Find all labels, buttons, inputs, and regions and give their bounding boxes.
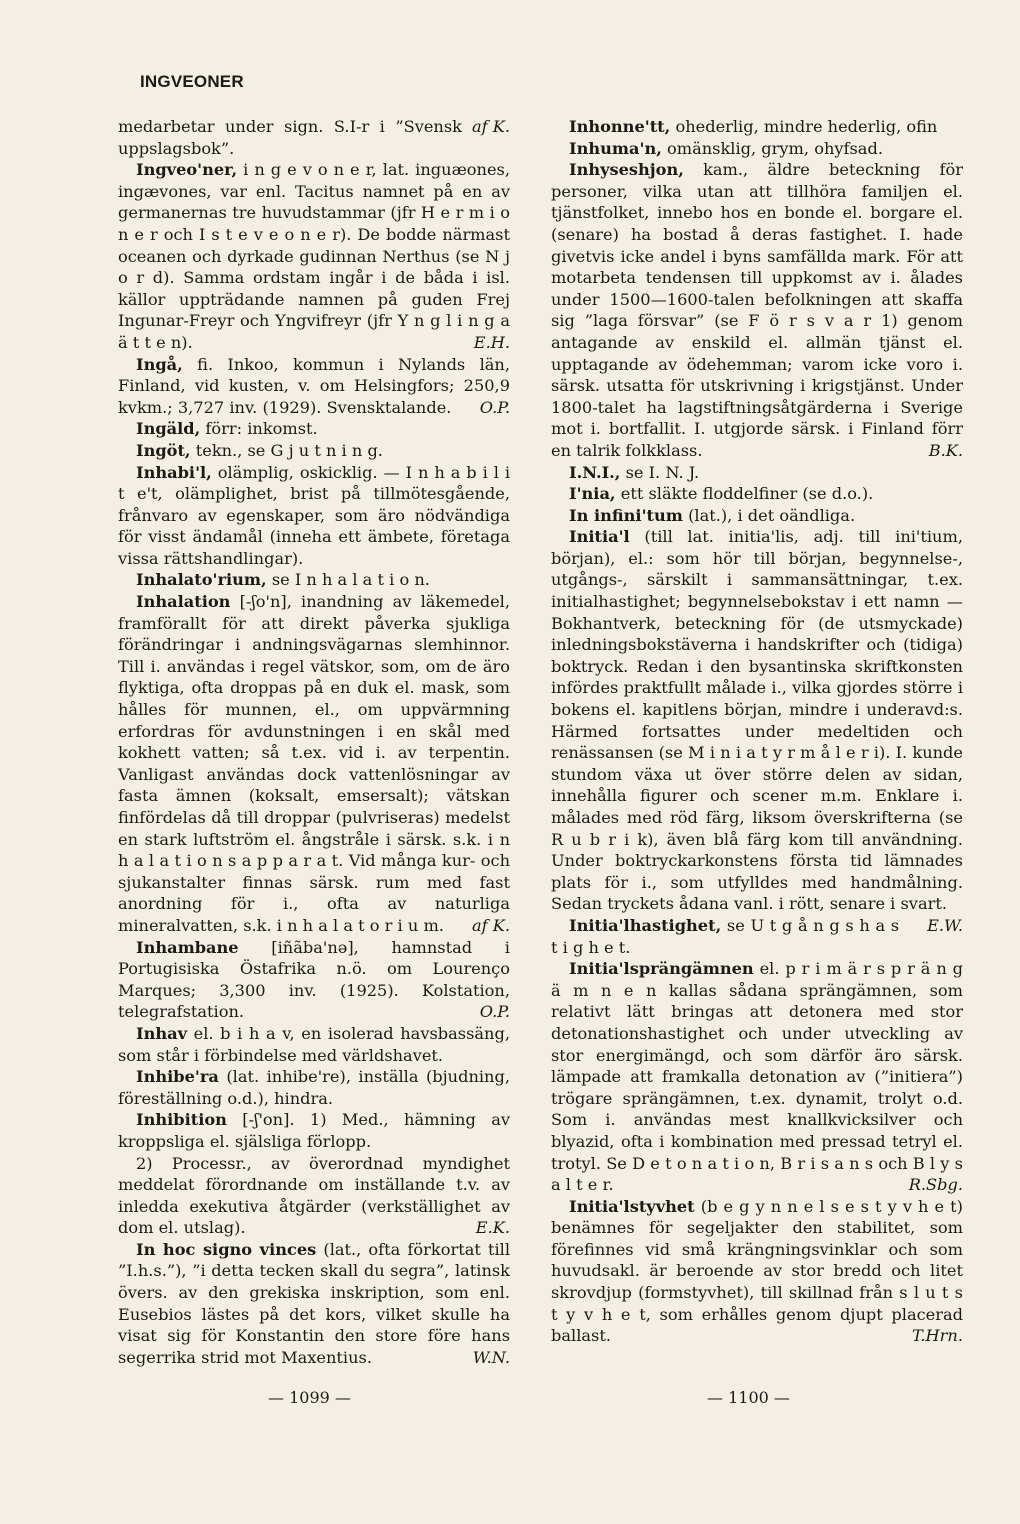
headword: Ingöt, <box>136 440 191 460</box>
entry <box>551 159 963 461</box>
entry <box>551 915 963 958</box>
signature: E.W. <box>927 915 963 935</box>
entry-text: se U t g å n g s h a s t i g h e t. <box>551 915 900 957</box>
headword: Inhav <box>136 1023 188 1043</box>
entry-text: [-ʃo'n], inandning av läkemedel, framförallt för att direkt påverka sjukliga förändringar i andningsvägarnas slemhinnor. Till i. användas i regel vätskor, som, om de äro flyktiga, ofta droppas på en duk el. mask, som hålles för munnen, el., om uppvärmning erfordras för avdunstningen i en skål med kokhett vatten; så t.ex. vid i. av terpentin. Vanligast användas dock vattenlösningar av fasta ämnen (koksalt, emsersalt); vätskan finfördelas då till droppar (pulvriseras) medelst en stark luftström el. ångstråle i särsk. s.k. i n h a l a t i o n s a p p a r a t. Vid många kur- och sjukanstalter finnas särsk. rum med fast anordning för i., ofta av naturliga mineralvatten, s.k. i n h a l a t o r i u m. <box>118 592 510 935</box>
headword: In hoc signo vinces <box>136 1239 317 1259</box>
entry-text: fi. Inkoo, kommun i Nylands län, Finland, vid kusten, v. om Helsingfors; 250,9 kvkm.; 3,727 inv. (1929). Svensktalande. <box>118 354 510 417</box>
headword: Inhabi'l, <box>136 462 212 482</box>
entry <box>118 159 510 353</box>
entry-text: 2) Processr., av överordnad myndighet meddelat förordnande om inställande t.v. av inledda exekutiva åtgärder (verkställighet av dom el. utslag). <box>118 1153 510 1238</box>
signature: af K. <box>471 915 510 935</box>
headword: Inhonne'tt, <box>569 117 671 136</box>
signature: E.H. <box>473 332 510 352</box>
entry-text: olämplig, oskicklig. — I n h a b i l i t e't, olämplighet, brist på tillmötesgående, frånvaro av egenskaper, som äro nödvändiga för visst ändamål (inneha ett ämbete, företaga vissa rättshandlingar). <box>118 462 510 568</box>
headword: I.N.I., <box>569 462 621 482</box>
entry <box>118 1109 510 1152</box>
entry-text: ett släkte floddelfiner (se d.o.). <box>620 484 874 504</box>
entry <box>118 1023 510 1066</box>
headword: Inhalato'rium, <box>136 570 267 590</box>
entry <box>118 354 510 419</box>
signature: E.K. <box>475 1218 510 1238</box>
entry <box>551 505 963 527</box>
entry <box>118 462 510 570</box>
entry <box>118 116 510 159</box>
entry-text: (lat. inhibe're), inställa (bjudning, föreställning o.d.), hindra. <box>118 1067 510 1108</box>
signature: af K. <box>471 117 510 136</box>
headword: Ingveo'ner, <box>136 160 238 180</box>
entry-text: i n g e v o n e r, lat. inguæones, ingævones, var enl. Tacitus namnet på en av germanernas tre huvudstammar (jfr H e r m i o n e r och I s t e v e o n e r). De bodde närmast oceanen och dyrkade gudinnan Nerthus (se N j o r d). Samma ordstam ingår i de båda i isl. källor uppträdande namnen på guden Frej Ingunar-Freyr och Yngvifreyr (jfr Y n g l i n g a ä t t e n). <box>118 160 510 352</box>
headword: Initia'lstyvhet <box>569 1196 695 1216</box>
page-number-right: — 1100 — <box>707 1388 790 1407</box>
entry <box>551 138 963 160</box>
entry-text: kam., äldre beteckning för personer, vilka utan att tillhöra familjen el. tjänstfolket, innebo hos en bonde el. borgare el. (senare) ha bostad å deras fastighet. I. hade givetvis icke andel i byns samfällda mark. För att motarbeta tendensen till uppkomst av i. ålades under 1500—1600-talen befolkningen att skaffa sig ”laga försvar” (se F ö r s v a r 1) genom antagande av enskild el. allmän tjänst el. upptagande av ödehemman; varom icke voro i. särsk. utsatta för utskrivning i krigstjänst. Under 1800-talet ha lagstiftningsåtgärderna i Sverige mot i. bortfallit. I. utgjorde särsk. i Finland förr en talrik folkklass. <box>551 160 963 460</box>
entry-text: (till lat. initia'lis, adj. till ini'tium, början), el.: som hör till början, begynnelse-, utgångs-, särskilt i sammansättningar, t.ex. initialhastighet; begynnelsebokstav i ett namn — Bokhantverk, beteckning för (de utsmyckade) inledningsbokstäverna i handskrifter och (tidiga) boktryck. Redan i den bysantinska skriftkonsten infördes praktfullt målade i., vilka gjordes större i bokens el. kapitlens början, mindre i underavd:s. Härmed fortsattes under medeltiden och renässansen (se M i n i a t y r m å l e r i). I. kunde stundom växa ut över större delen av sidan, innehålla figurer och scener m.m. Enklare i. målades med röd färg, liksom överskrifterna (se R u b r i k), även blå färg kom till användning. Under boktryckarkonstens första tid lämnades plats för i., som utfylldes med handmålning. Sedan tryckets ådana vanl. i rött, senare i svart. <box>551 527 963 914</box>
entry-text: [-ʃ'on]. 1) Med., hämning av kroppsliga el. själsliga förlopp. <box>118 1110 510 1151</box>
headword: Inhibe'ra <box>136 1067 219 1087</box>
entry-text: förr: inkomst. <box>205 419 318 439</box>
entry <box>118 1239 510 1369</box>
running-head: INGVEONER <box>140 72 244 91</box>
headword: Ingäld, <box>136 419 201 439</box>
left-column <box>118 116 510 1368</box>
signature: O.P. <box>479 1002 510 1022</box>
headword: Ingå, <box>136 354 183 374</box>
entry-text: (lat., ofta förkortat till ”I.h.s.”), ”i detta tecken skall du segra”, latinsk övers. av den grekiska inskription, som enl. Eusebios lästes på det kors, vilket skulle ha visat sig för Konstantin den store före hans segerrika strid mot Maxentius. <box>118 1239 510 1367</box>
headword: Inhalation <box>136 592 231 612</box>
page-number-left: — 1099 — <box>268 1388 351 1407</box>
entry-text: ohederlig, mindre hederlig, ofin <box>675 117 938 136</box>
entry-text: se I n h a l a t i o n. <box>271 570 430 590</box>
entry-text: (b e g y n n e l s e s t y v h e t) benämnes för segeljakter den stabilitet, som förefinnes vid små krängningsvinklar och som huvudsakl. är beroende av stor bredd och litet skrovdjup (formstyvhet), till skillnad från s l u t s t y v h e t, som erhålles genom djupt placerad ballast. <box>551 1196 964 1346</box>
headword: Initia'lsprängämnen <box>569 959 754 979</box>
signature: O.P. <box>479 397 510 417</box>
entry <box>118 440 510 462</box>
entry-text: (lat.), i det oändliga. <box>688 505 856 525</box>
headword: In infini'tum <box>569 505 683 525</box>
signature: T.Hrn. <box>912 1326 963 1346</box>
entry <box>551 483 963 505</box>
entry-text: omänsklig, grym, ohyfsad. <box>667 138 883 158</box>
right-column <box>551 116 963 1347</box>
entry-text: medarbetar under sign. S.I-r i ”Svensk uppslagsbok”. <box>118 117 462 158</box>
entry <box>551 1196 963 1347</box>
entry <box>118 591 510 937</box>
entry <box>118 418 510 440</box>
headword: Inhyseshjon, <box>569 160 684 180</box>
headword: I'nia, <box>569 484 616 504</box>
entry <box>118 1153 510 1239</box>
entry-text: el. p r i m ä r s p r ä n g ä m n e n kallas sådana sprängämnen, som relativt lätt bringas att detonera med stor detonationshastighet och under utveckling av stor energimängd, och som därför äro särsk. lämpade att framkalla detonation av (”initiera”) trögare sprängämnen, t.ex. dynamit, trolyt o.d. Som i. användas mest knallkvicksilver och blyazid, ofta i kombination med pressad tetryl el. trotyl. Se D e t o n a t i o n, B r i s a n s och B l y s a l t e r. <box>551 959 963 1195</box>
entry <box>551 526 963 935</box>
entry-text: el. b i h a v, en isolerad havsbassäng, som står i förbindelse med världshavet. <box>118 1023 510 1065</box>
entry-text: tekn., se G j u t n i n g. <box>195 440 383 460</box>
entry-text: se I. N. J. <box>625 462 700 482</box>
entry <box>118 569 510 591</box>
headword: Initia'lhastighet, <box>569 915 722 935</box>
entry <box>118 1066 510 1109</box>
signature: W.N. <box>472 1347 510 1367</box>
entry <box>551 116 963 138</box>
headword: Inhambane <box>136 937 239 957</box>
signature: B.K. <box>928 440 963 460</box>
headword: Inhibition <box>136 1110 227 1130</box>
entry-text: [iñãba'nə], hamnstad i Portugisiska Östafrika n.ö. om Lourenço Marques; 3,300 inv. (1925). Kolstation, telegrafstation. <box>118 937 510 1022</box>
headword: Inhuma'n, <box>569 138 662 158</box>
signature: R.Sbg. <box>908 1175 963 1195</box>
entry <box>551 958 963 1196</box>
headword: Initia'l <box>569 527 630 547</box>
entry <box>551 462 963 484</box>
entry <box>118 937 510 1023</box>
